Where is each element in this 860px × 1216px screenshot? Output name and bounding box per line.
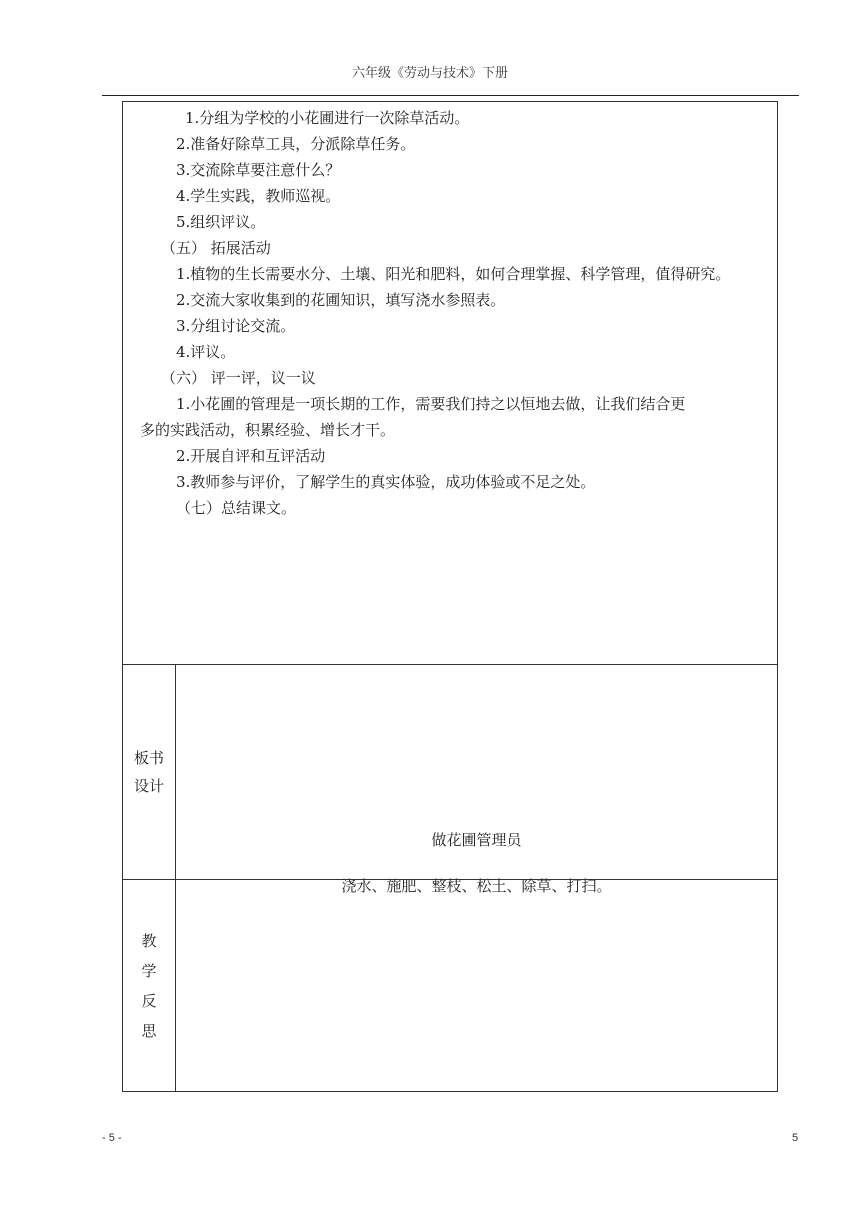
- activity-line: 2.交流大家收集到的花圃知识，填写浇水参照表。: [176, 291, 506, 309]
- activity-steps-text: [131, 105, 771, 521]
- activity-steps-row: [123, 102, 777, 664]
- header-rule: [102, 95, 799, 96]
- board-design-label-cell: [123, 665, 176, 879]
- activity-line: 2.开展自评和互评活动: [176, 447, 326, 465]
- activity-line: 4.学生实践，教师巡视。: [176, 187, 341, 205]
- activity-line: （六） 评一评，议一议: [161, 369, 316, 387]
- activity-line: 5.组织评议。: [176, 213, 266, 231]
- activity-line: 2.准备好除草工具，分派除草任务。: [176, 135, 416, 153]
- activity-line: 3.交流除草要注意什么？: [176, 161, 341, 179]
- activity-line: 多的实践活动，积累经验、增长才干。: [140, 421, 396, 439]
- activity-line: （五） 拓展活动: [161, 239, 271, 257]
- activity-line: （七）总结课文。: [176, 499, 297, 517]
- activity-line: 3.教师参与评价，了解学生的真实体验，成功体验或不足之处。: [176, 473, 596, 491]
- board-design-content: [176, 665, 777, 895]
- board-design-title: 做花圃管理员: [431, 831, 522, 849]
- activity-line: 4.评议。: [176, 343, 236, 361]
- teaching-reflection-row: [123, 879, 777, 1091]
- footer-page-number-left: - 5 -: [102, 1132, 122, 1144]
- board-design-items: 浇水、施肥、整枝、松土、除草、打扫。: [341, 877, 612, 895]
- board-design-label: 板书设计: [133, 749, 164, 795]
- activity-line: 1.植物的生长需要水分、土壤、阳光和肥料，如何合理掌握、科学管理，值得研究。: [176, 265, 731, 283]
- board-design-row: [123, 664, 777, 895]
- activity-line: 1.分组为学校的小花圃进行一次除草活动。: [185, 109, 470, 127]
- teaching-reflection-content: [176, 880, 777, 1091]
- teaching-reflection-label-cell: [123, 880, 176, 1091]
- activity-line: 3.分组讨论交流。: [176, 317, 296, 335]
- teaching-reflection-label: 教学反思: [141, 931, 157, 1040]
- footer-page-number-right: 5: [792, 1132, 799, 1144]
- activity-line: 1.小花圃的管理是一项长期的工作，需要我们持之以恒地去做，让我们结合更: [176, 395, 686, 413]
- lesson-table: [122, 101, 778, 1092]
- page-header-title: 六年级《劳动与技术》下册: [351, 66, 508, 81]
